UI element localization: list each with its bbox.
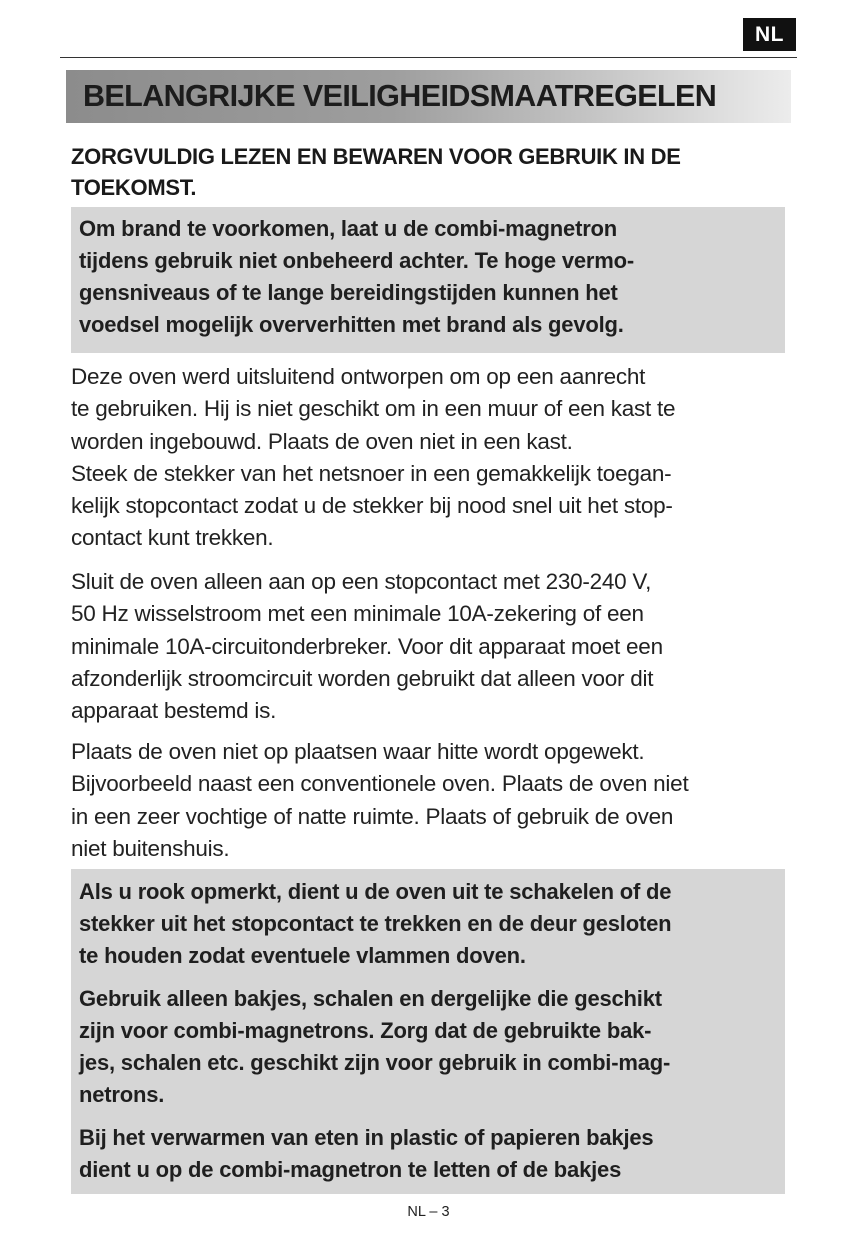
body-line: worden ingebouwd. Plaats de oven niet in een kast. xyxy=(71,428,573,454)
plastic-container-warning-text xyxy=(79,1122,777,1186)
warning-line: gensniveaus of te lange bereidingstijden kunnen het xyxy=(79,280,618,305)
subtitle-line: TOEKOMST. xyxy=(71,175,197,200)
body-line: Plaats de oven niet op plaatsen waar hitte wordt opgewekt. xyxy=(71,739,645,764)
header-rule xyxy=(60,57,797,58)
body-line: apparaat bestemd is. xyxy=(71,698,277,724)
body-line: kelijk stopcontact zodat u de stekker bij nood snel uit het stop- xyxy=(71,493,673,519)
read-and-keep-notice xyxy=(71,141,781,203)
container-warning-text xyxy=(79,983,777,1111)
warning-line: te houden zodat eventuele vlammen doven. xyxy=(79,943,526,968)
warning-line: dient u op de combi-magnetron te letten of de bakjes xyxy=(79,1157,622,1182)
placement-section xyxy=(71,736,787,865)
warning-line: Om brand te voorkomen, laat u de combi-magnetron xyxy=(79,216,618,241)
subtitle-line: ZORGVULDIG LEZEN EN BEWAREN VOOR GEBRUIK IN DE xyxy=(71,144,681,169)
installation-paragraph xyxy=(71,361,787,555)
smoke-and-container-warning-box xyxy=(71,869,785,1194)
warning-line: tijdens gebruik niet onbeheerd achter. Te hoge vermo- xyxy=(79,248,634,273)
body-line: contact kunt trekken. xyxy=(71,525,274,551)
body-line: minimale 10A-circuitonderbreker. Voor dit apparaat moet een xyxy=(71,633,663,659)
section-title-bar xyxy=(66,70,791,123)
body-line: Deze oven werd uitsluitend ontworpen om op een aanrecht xyxy=(71,364,646,389)
body-line: Bijvoorbeeld naast een conventionele oven. Plaats de oven niet xyxy=(71,771,689,797)
body-line: Sluit de oven alleen aan op een stopcontact met 230-240 V, xyxy=(71,569,652,594)
body-line: te gebruiken. Hij is niet geschikt om in een muur of een kast te xyxy=(71,396,676,422)
warning-line: stekker uit het stopcontact te trekken en de deur gesloten xyxy=(79,911,672,936)
body-line: 50 Hz wisselstroom met een minimale 10A-zekering of een xyxy=(71,601,644,627)
placement-paragraph xyxy=(71,736,787,865)
installation-section xyxy=(71,361,787,555)
page-title: BELANGRIJKE VEILIGHEIDSMAATREGELEN xyxy=(83,79,717,113)
body-line: niet buitenshuis. xyxy=(71,835,230,861)
body-line: Steek de stekker van het netsnoer in een gemakkelijk toegan- xyxy=(71,460,672,486)
language-badge: NL xyxy=(743,18,796,51)
warning-line: jes, schalen etc. geschikt zijn voor gebruik in combi-mag- xyxy=(79,1050,671,1075)
power-supply-paragraph xyxy=(71,566,787,727)
body-line: afzonderlijk stroomcircuit worden gebruikt dat alleen voor dit xyxy=(71,665,654,691)
fire-warning-box xyxy=(71,207,785,353)
page-number: NL – 3 xyxy=(407,1204,450,1220)
warning-line: voedsel mogelijk oververhitten met brand als gevolg. xyxy=(79,312,624,337)
warning-line: Gebruik alleen bakjes, schalen en dergelijke die geschikt xyxy=(79,986,662,1011)
warning-line: netrons. xyxy=(79,1082,165,1107)
smoke-warning-text xyxy=(79,876,777,972)
warning-line: Als u rook opmerkt, dient u de oven uit te schakelen of de xyxy=(79,879,672,904)
warning-line: Bij het verwarmen van eten in plastic of papieren bakjes xyxy=(79,1125,654,1150)
warning-line: zijn voor combi-magnetrons. Zorg dat de gebruikte bak- xyxy=(79,1018,652,1043)
fire-warning-text xyxy=(79,213,777,341)
body-line: in een zeer vochtige of natte ruimte. Plaats of gebruik de oven xyxy=(71,803,674,829)
power-supply-section xyxy=(71,566,787,727)
